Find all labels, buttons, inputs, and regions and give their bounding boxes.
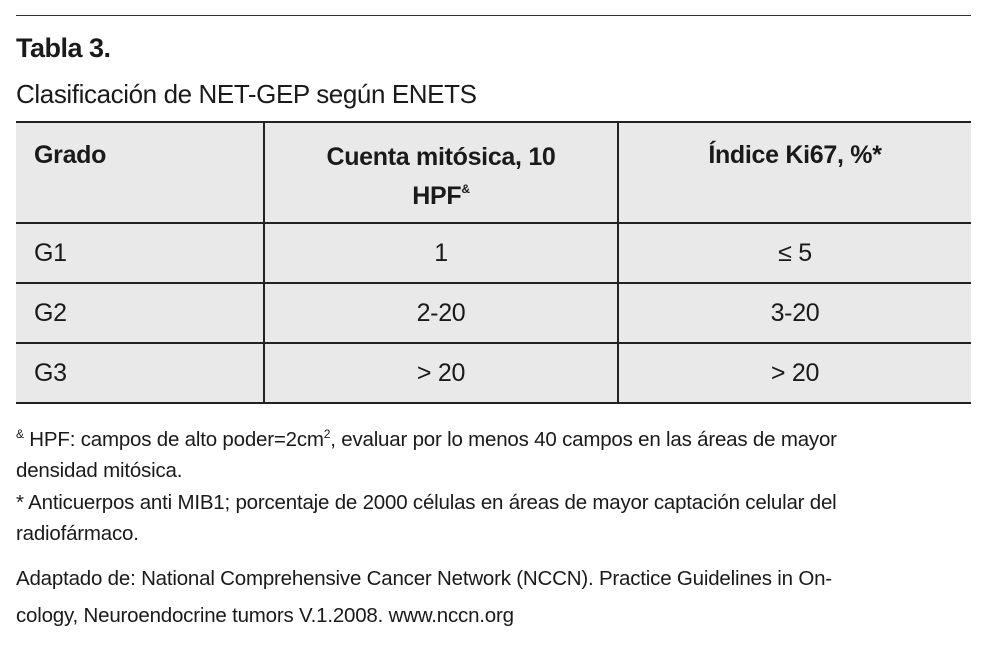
footnote-ki67-line1: * Anticuerpos anti MIB1; porcentaje de 2000 células en áreas de mayor captación celular del — [16, 491, 837, 514]
cell-grado: G2 — [16, 283, 264, 343]
cell-ki67: ≤ 5 — [618, 223, 971, 283]
cell-mitotic: 2-20 — [264, 283, 618, 343]
footnote-source-line2: cology, Neuroendocrine tumors V.1.2008. www.nccn.org — [16, 604, 514, 627]
table-caption-label: Tabla 3. — [16, 33, 111, 63]
table-row — [16, 223, 971, 283]
cell-grado: G1 — [16, 223, 264, 283]
cell-ki67: > 20 — [618, 343, 971, 403]
header-grado: Grado — [16, 122, 264, 223]
cell-ki67: 3-20 — [618, 283, 971, 343]
cell-mitotic: > 20 — [264, 343, 618, 403]
footnote-hpf-line2: densidad mitósica. — [16, 459, 183, 482]
top-rule — [16, 15, 971, 16]
table-row — [16, 283, 971, 343]
cell-grado: G3 — [16, 343, 264, 403]
superscript-two: 2 — [323, 427, 331, 441]
table-header-row — [16, 122, 971, 223]
header-mitotic-count — [264, 122, 618, 223]
footnote-source — [16, 560, 976, 634]
cell-mitotic: 1 — [264, 223, 618, 283]
header-mitotic-line2: HPF& — [412, 182, 470, 210]
footnote-source-line1: Adaptado de: National Comprehensive Cancer Network (NCCN). Practice Guidelines in On- — [16, 567, 832, 590]
footnote-hpf — [16, 419, 976, 486]
header-ki67-index: Índice Ki67, %* — [618, 122, 971, 223]
ampersand-marker: & — [461, 182, 470, 196]
header-mitotic-line1: Cuenta mitósica, 10 — [326, 143, 556, 171]
table-row — [16, 343, 971, 403]
footnote-hpf-line1: & HPF: campos de alto poder=2cm$^2$, evaluar por lo menos 40 campos en las áreas de mayor — [16, 427, 837, 451]
footnote-ki67 — [16, 487, 976, 549]
footnote-ki67-line2: radiofármaco. — [16, 522, 139, 545]
table-caption-title: Clasificación de NET-GEP según ENETS — [16, 79, 477, 109]
grade-classification-table — [16, 121, 971, 404]
ampersand-marker: & — [16, 427, 24, 441]
